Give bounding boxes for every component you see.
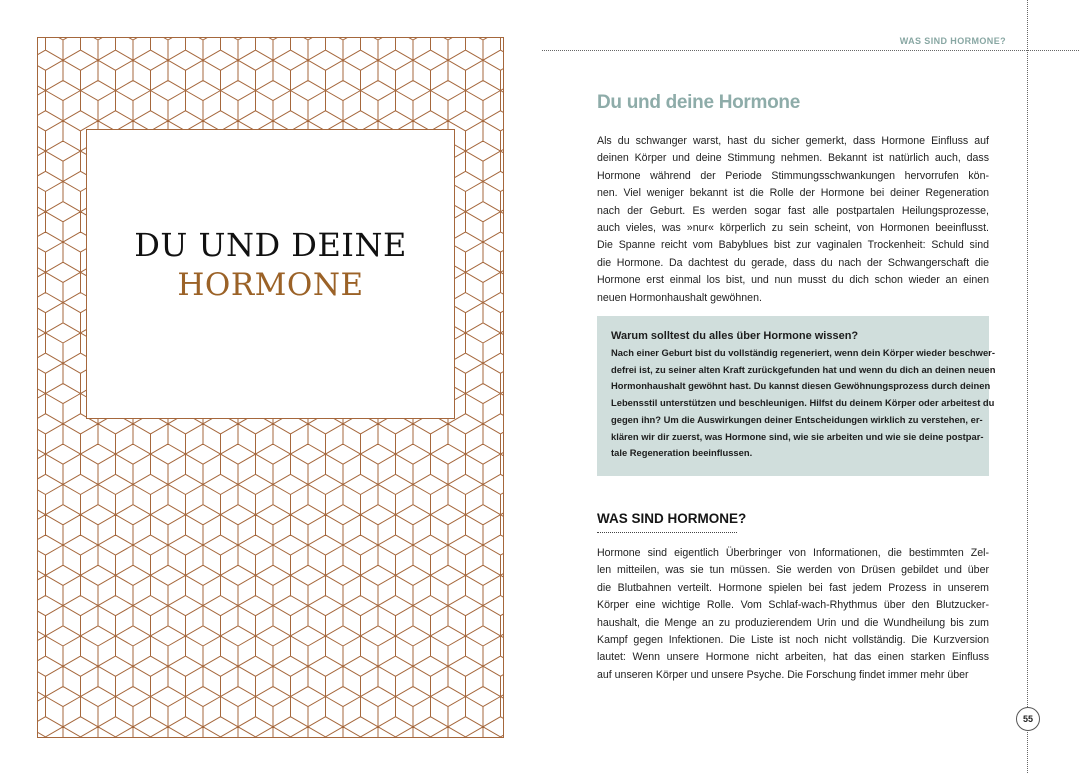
margin-dotted-rule bbox=[1027, 0, 1028, 773]
text-line: Kampf gegen Infektionen. Die Liste ist noch nicht vollständig. Die Kurzversion bbox=[597, 634, 989, 647]
text-line: nach der Geburt. Es werden sogar fast alle postpartalen Heilungsprozesse, bbox=[597, 204, 989, 217]
info-box-heading: Warum solltest du alles über Hormone wissen? bbox=[611, 330, 859, 342]
text-line: auch vieles, was »nur« körperlich zu sein scheint, von Hormonen beeinflusst. bbox=[597, 222, 989, 235]
text-line: Die Spanne reicht vom Babyblues bist zur vaginalen Trockenheit: Schuld sind bbox=[597, 239, 989, 252]
text-line: Körper eine wichtige Rolle. Vom Schlaf-wach-Rhythmus über den Blutzucker- bbox=[597, 599, 989, 612]
chapter-title-line-1: DU UND DEINE bbox=[134, 226, 407, 264]
chapter-title-line-2: HORMONE bbox=[177, 267, 364, 303]
running-head: WAS SIND HORMONE? bbox=[899, 36, 1006, 46]
text-line: auf unseren Körper und unsere Psyche. Die Forschung findet immer mehr über bbox=[597, 668, 969, 681]
text-line: gegen ihn? Um die Auswirkungen deiner Entscheidungen wirklich zu verstehen, er- bbox=[611, 413, 983, 425]
text-line: neuen Hormonhaushalt gewöhnen. bbox=[597, 291, 762, 304]
text-line: Nach einer Geburt bist du vollständig regeneriert, wenn dein Körper wieder beschwer- bbox=[611, 347, 995, 358]
text-line: deinen Körper und deine Stimmung nehmen. Bekannt ist natürlich auch, dass bbox=[597, 152, 989, 165]
info-box-body bbox=[611, 345, 996, 462]
chapter-title-box bbox=[86, 129, 455, 419]
section-title: Du und deine Hormone bbox=[597, 92, 801, 113]
text-line: die Hormone. Da dachtest du gerade, dass du nach der Schwangerschaft die bbox=[597, 256, 989, 269]
text-line: Hormonhaushalt gewöhnt hast. Du kannst diesen Gewöhnungsprozess durch deinen bbox=[611, 380, 991, 392]
text-line: defrei ist, zu seiner alten Kraft zurückgefunden hat und wenn du dich an deinen neuen bbox=[611, 363, 996, 375]
text-line: klären wir dir zuerst, was Hormone sind, wie sie arbeiten und wie sie deine postpar- bbox=[611, 430, 984, 442]
subheading-dotted-rule bbox=[597, 532, 737, 533]
text-line: lautet: Wenn unsere Hormone nicht arbeiten, hat das einen starken Einfluss bbox=[597, 651, 989, 664]
text-line: die Blutbahnen verteilt. Hormone spielen bei fast jedem Prozess in unserem bbox=[597, 581, 989, 594]
text-line: nen. Viel weniger bekannt ist die Rolle der Hormone bei deiner Regeneration bbox=[597, 187, 989, 200]
subheading: WAS SIND HORMONE? bbox=[597, 511, 747, 526]
text-line: Hormone sind eigentlich Überbringer von Informationen, die bestimmten Zel- bbox=[597, 547, 989, 559]
text-line: tale Regeneration beeinflussen. bbox=[611, 447, 753, 459]
page-number: 55 bbox=[1016, 707, 1040, 731]
text-line: haushalt, die Menge an zu produzierendem Urin und die Wundheilung bis zum bbox=[597, 616, 989, 629]
section-paragraph bbox=[597, 545, 989, 684]
intro-paragraph bbox=[597, 133, 989, 307]
text-line: Lebensstil unterstützen und beschleunigen. Hilfst du deinem Körper oder arbeitest du bbox=[611, 397, 995, 409]
text-line: Als du schwanger warst, hast du sicher gemerkt, dass Hormone Einfluss auf bbox=[597, 135, 989, 147]
header-dotted-rule bbox=[542, 50, 1079, 51]
info-box bbox=[597, 316, 996, 476]
text-line: len mitteilen, was sie tun müssen. Sie werden von Drüsen gebildet und über bbox=[597, 564, 989, 577]
text-line: Hormone während der Periode Stimmungsschwankungen hervorrufen kön- bbox=[597, 169, 989, 182]
text-line: Hormone erst einmal los bist, und nun musst du dich schon wieder an einen bbox=[597, 274, 989, 287]
